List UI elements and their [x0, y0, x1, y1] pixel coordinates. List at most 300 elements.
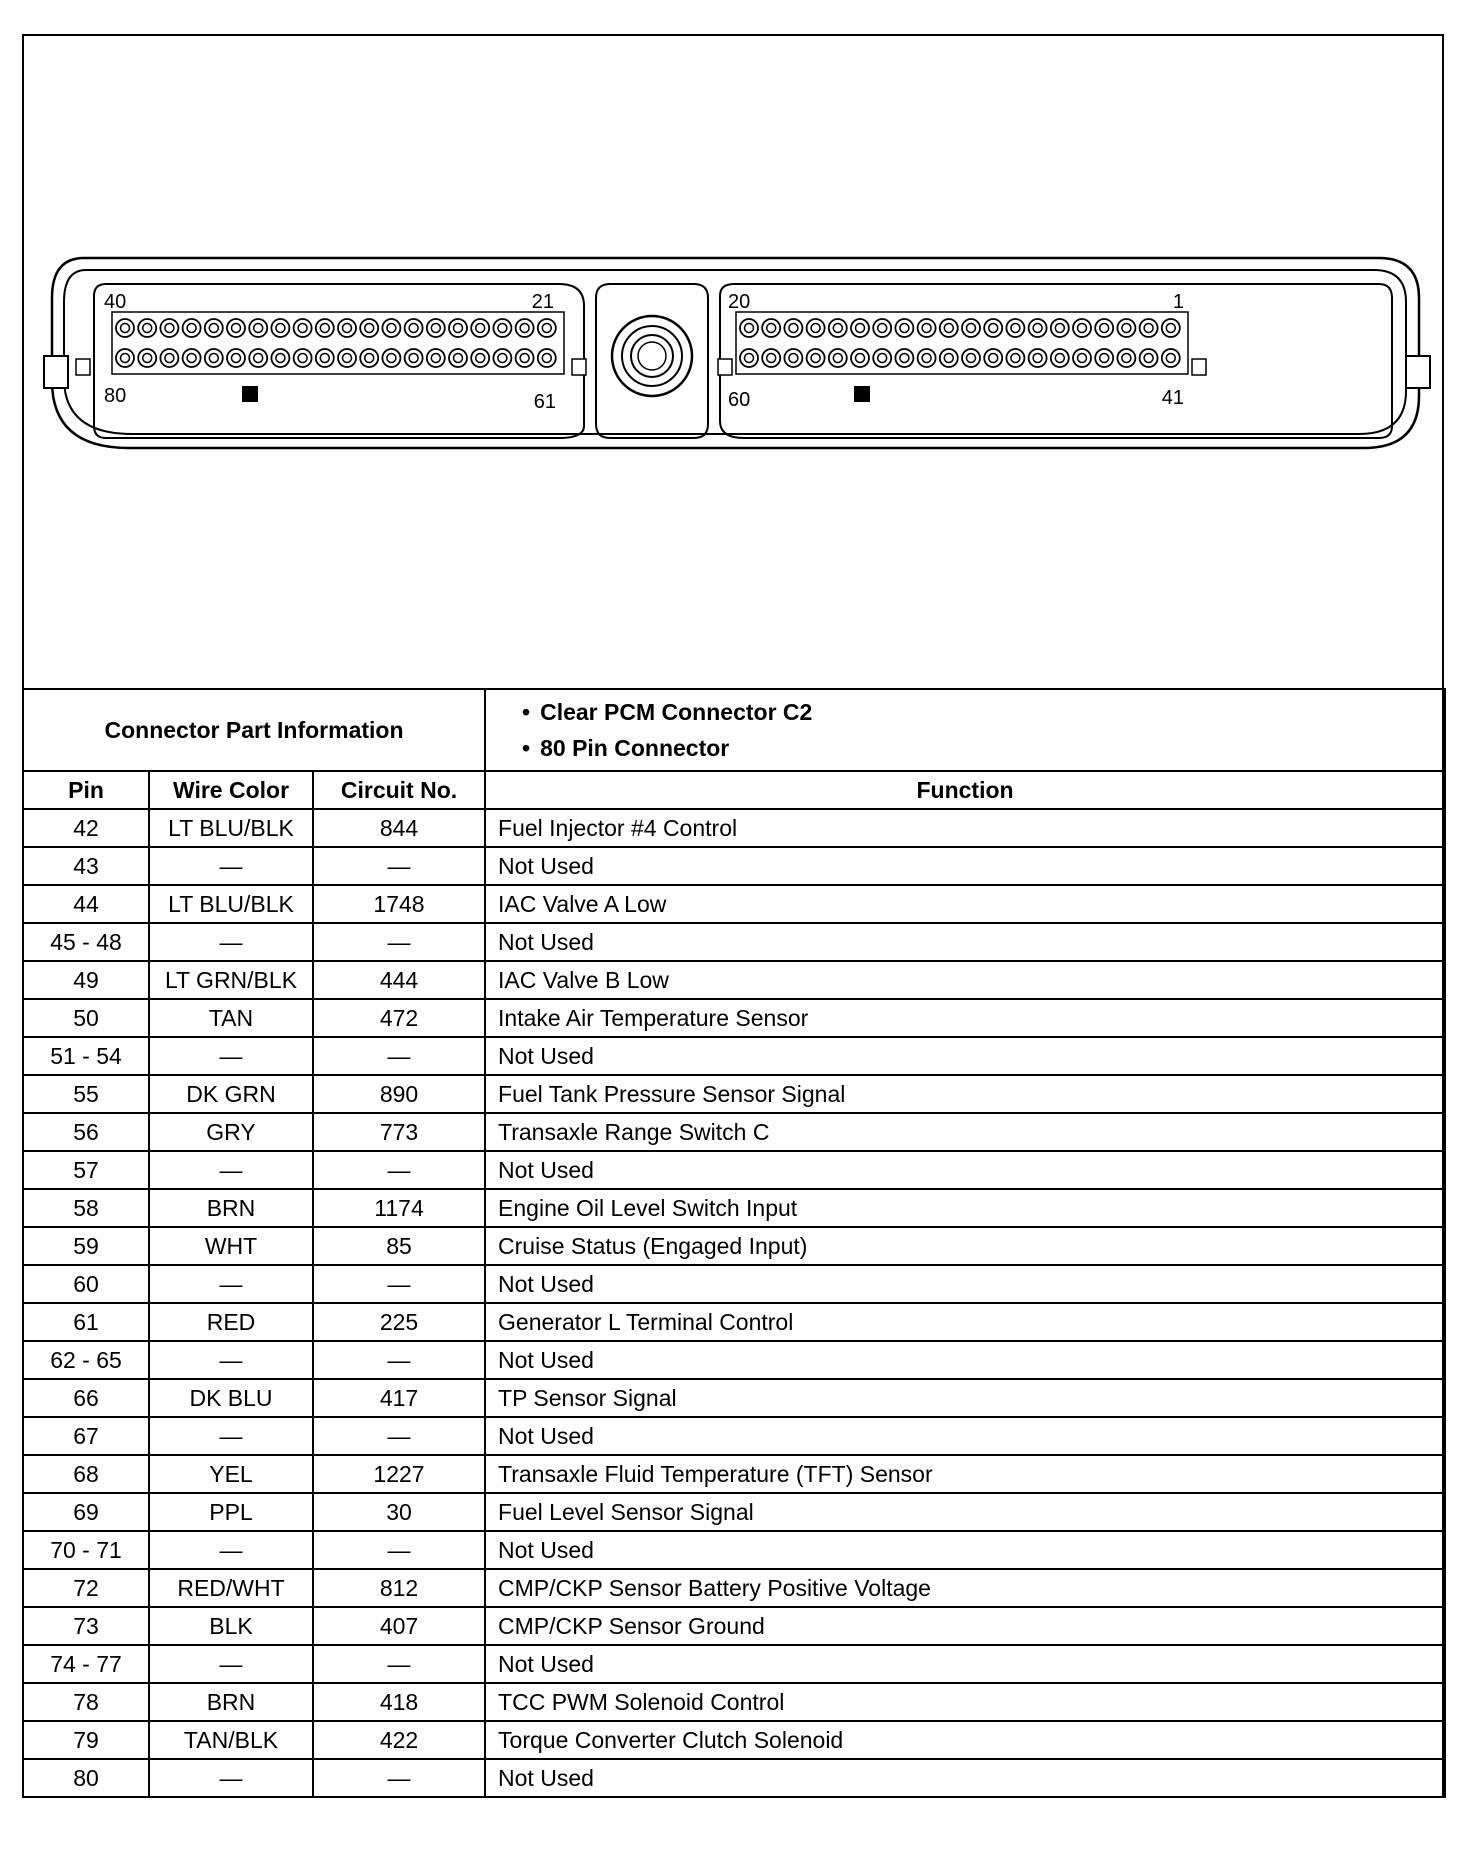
function-cell: Transaxle Fluid Temperature (TFT) Sensor — [485, 1455, 1445, 1493]
pin-socket-hole — [878, 354, 887, 363]
pin-socket-hole — [1122, 354, 1131, 363]
circuit-cell: — — [313, 1417, 485, 1455]
pin-socket-hole — [320, 354, 329, 363]
pin-socket-hole — [343, 354, 352, 363]
pin-socket-hole — [409, 354, 418, 363]
wire-color-cell: WHT — [149, 1227, 313, 1265]
pin-socket — [138, 349, 156, 367]
circuit-cell: 773 — [313, 1113, 485, 1151]
circuit-cell: 812 — [313, 1569, 485, 1607]
column-header-circuit: Circuit No. — [313, 771, 485, 809]
connector-diagram — [24, 36, 1442, 688]
function-cell: Intake Air Temperature Sensor — [485, 999, 1445, 1037]
pin-socket-hole — [542, 324, 551, 333]
circuit-cell: 890 — [313, 1075, 485, 1113]
pin-socket — [1095, 319, 1113, 337]
pin-socket — [316, 349, 334, 367]
wire-color-cell: RED — [149, 1303, 313, 1341]
circuit-cell: — — [313, 1531, 485, 1569]
pin-socket — [205, 319, 223, 337]
pin-socket — [984, 319, 1002, 337]
table-row — [23, 1227, 1445, 1265]
pin-socket-hole — [1033, 354, 1042, 363]
function-cell: IAC Valve B Low — [485, 961, 1445, 999]
wire-color-cell: BRN — [149, 1189, 313, 1227]
pin-socket — [1117, 349, 1135, 367]
pin-socket-hole — [922, 324, 931, 333]
pin-cell: 69 — [23, 1493, 149, 1531]
table-row — [23, 1417, 1445, 1455]
pin-socket — [962, 349, 980, 367]
pin-socket-hole — [431, 354, 440, 363]
table-row — [23, 1455, 1445, 1493]
function-cell: CMP/CKP Sensor Ground — [485, 1607, 1445, 1645]
function-cell: Not Used — [485, 1417, 1445, 1455]
pin-socket — [1140, 319, 1158, 337]
pin-socket-hole — [520, 354, 529, 363]
pin-cell: 57 — [23, 1151, 149, 1189]
wire-color-cell: — — [149, 847, 313, 885]
pin-socket-hole — [745, 354, 754, 363]
pin-socket — [516, 319, 534, 337]
pin-socket — [895, 319, 913, 337]
connector-info-cell — [485, 689, 1445, 771]
pin-socket-hole — [1011, 354, 1020, 363]
pin-cell: 51 - 54 — [23, 1037, 149, 1075]
pin-socket — [940, 319, 958, 337]
pin-socket-hole — [143, 324, 152, 333]
pin-socket — [538, 319, 556, 337]
wire-color-cell: — — [149, 1645, 313, 1683]
function-cell: CMP/CKP Sensor Battery Positive Voltage — [485, 1569, 1445, 1607]
circuit-cell: — — [313, 1759, 485, 1797]
circuit-cell: 30 — [313, 1493, 485, 1531]
wire-color-cell: PPL — [149, 1493, 313, 1531]
connector-info-bullet: • 80 Pin Connector — [522, 730, 1444, 766]
table-row — [23, 1303, 1445, 1341]
pin-socket — [271, 319, 289, 337]
pin-socket-hole — [811, 354, 820, 363]
circuit-cell: 407 — [313, 1607, 485, 1645]
column-header-wire-color: Wire Color — [149, 771, 313, 809]
pin-socket-hole — [1144, 324, 1153, 333]
function-cell: TCC PWM Solenoid Control — [485, 1683, 1445, 1721]
table-row — [23, 999, 1445, 1037]
pin-socket-hole — [387, 324, 396, 333]
pin-socket-hole — [209, 354, 218, 363]
wire-color-cell: DK GRN — [149, 1075, 313, 1113]
wire-color-cell: LT BLU/BLK — [149, 885, 313, 923]
circuit-cell: 444 — [313, 961, 485, 999]
function-cell: Not Used — [485, 1265, 1445, 1303]
circuit-cell: 472 — [313, 999, 485, 1037]
function-cell: Not Used — [485, 1037, 1445, 1075]
pin-socket — [449, 319, 467, 337]
pin-cell: 61 — [23, 1303, 149, 1341]
pin-socket — [249, 319, 267, 337]
function-cell: Not Used — [485, 1341, 1445, 1379]
circuit-cell: — — [313, 1265, 485, 1303]
pin-socket — [183, 319, 201, 337]
pin-socket — [1029, 349, 1047, 367]
pin-socket-hole — [1166, 354, 1175, 363]
pin-socket — [493, 319, 511, 337]
pin-socket-hole — [767, 354, 776, 363]
pin-socket — [1140, 349, 1158, 367]
pin-socket — [338, 319, 356, 337]
wire-color-cell: TAN/BLK — [149, 1721, 313, 1759]
pin-socket — [160, 349, 178, 367]
function-cell: Generator L Terminal Control — [485, 1303, 1445, 1341]
pin-cell: 50 — [23, 999, 149, 1037]
pin-socket-hole — [454, 354, 463, 363]
pin-socket — [405, 349, 423, 367]
table-row — [23, 885, 1445, 923]
pin-socket-hole — [276, 354, 285, 363]
pin-socket — [1073, 319, 1091, 337]
table-row — [23, 1075, 1445, 1113]
pin-socket-hole — [254, 354, 263, 363]
table-row — [23, 1531, 1445, 1569]
pin-label-60: 60 — [728, 389, 751, 411]
left-pin-grid — [116, 319, 556, 367]
table-row — [23, 1037, 1445, 1075]
right-outer-notch — [1192, 359, 1206, 375]
pin-socket-hole — [922, 354, 931, 363]
pin-socket-hole — [365, 354, 374, 363]
function-cell: Fuel Tank Pressure Sensor Signal — [485, 1075, 1445, 1113]
pin-label-40: 40 — [104, 291, 127, 313]
function-cell: Transaxle Range Switch C — [485, 1113, 1445, 1151]
pin-socket-hole — [833, 354, 842, 363]
pin-socket — [427, 319, 445, 337]
pin-socket-hole — [789, 354, 798, 363]
pin-label-1: 1 — [1172, 291, 1184, 313]
wire-color-cell: TAN — [149, 999, 313, 1037]
connector-info-row — [23, 689, 1445, 771]
pin-socket-hole — [789, 324, 798, 333]
pin-cell: 58 — [23, 1189, 149, 1227]
pin-socket-hole — [1033, 324, 1042, 333]
table-row — [23, 1151, 1445, 1189]
wire-color-cell: RED/WHT — [149, 1569, 313, 1607]
pin-socket-hole — [989, 324, 998, 333]
pin-socket-hole — [1166, 324, 1175, 333]
table-row — [23, 1721, 1445, 1759]
pin-socket-hole — [967, 354, 976, 363]
circuit-cell: — — [313, 1037, 485, 1075]
wire-color-cell: — — [149, 1265, 313, 1303]
pin-socket-hole — [900, 354, 909, 363]
wire-color-cell: DK BLU — [149, 1379, 313, 1417]
table-row — [23, 923, 1445, 961]
table-row — [23, 1379, 1445, 1417]
pin-socket — [940, 349, 958, 367]
function-cell: Fuel Level Sensor Signal — [485, 1493, 1445, 1531]
circuit-cell: — — [313, 923, 485, 961]
pin-socket — [851, 319, 869, 337]
circuit-cell: 844 — [313, 809, 485, 847]
pin-cell: 68 — [23, 1455, 149, 1493]
function-cell: Not Used — [485, 847, 1445, 885]
table-row — [23, 1493, 1445, 1531]
pin-socket — [227, 319, 245, 337]
circuit-cell: 417 — [313, 1379, 485, 1417]
left-outer-notch — [76, 359, 90, 375]
wire-color-cell: — — [149, 1759, 313, 1797]
pin-socket-hole — [409, 324, 418, 333]
pin-cell: 44 — [23, 885, 149, 923]
pin-socket — [962, 319, 980, 337]
function-cell: Fuel Injector #4 Control — [485, 809, 1445, 847]
pin-socket — [294, 349, 312, 367]
pin-socket — [1073, 349, 1091, 367]
pin-socket-hole — [143, 354, 152, 363]
pin-socket-hole — [431, 324, 440, 333]
connector-info-bullet: • Clear PCM Connector C2 — [522, 694, 1444, 730]
pin-socket-hole — [298, 354, 307, 363]
pin-socket — [1117, 319, 1135, 337]
pin-socket — [449, 349, 467, 367]
function-cell: Not Used — [485, 923, 1445, 961]
table-row — [23, 809, 1445, 847]
pin-socket — [271, 349, 289, 367]
circuit-cell: — — [313, 1341, 485, 1379]
pin-cell: 43 — [23, 847, 149, 885]
pin-socket-hole — [232, 354, 241, 363]
pin-socket-hole — [900, 324, 909, 333]
pin-socket-hole — [1100, 324, 1109, 333]
pin-socket-hole — [1011, 324, 1020, 333]
pin-socket — [294, 319, 312, 337]
wire-color-cell: LT GRN/BLK — [149, 961, 313, 999]
table-row — [23, 1113, 1445, 1151]
table-row — [23, 1341, 1445, 1379]
pin-socket-hole — [187, 324, 196, 333]
pin-socket-hole — [387, 354, 396, 363]
column-header-row — [23, 771, 1445, 809]
pin-cell: 66 — [23, 1379, 149, 1417]
pin-socket-hole — [1100, 354, 1109, 363]
function-cell: Torque Converter Clutch Solenoid — [485, 1721, 1445, 1759]
pin-socket — [116, 319, 134, 337]
pin-cell: 67 — [23, 1417, 149, 1455]
left-inner-notch — [572, 359, 586, 375]
pin-socket — [183, 349, 201, 367]
pin-socket — [740, 349, 758, 367]
circuit-cell: 1748 — [313, 885, 485, 923]
pin-socket-hole — [254, 324, 263, 333]
right-key-marker — [854, 386, 870, 402]
pin-cell: 56 — [23, 1113, 149, 1151]
wire-color-cell: — — [149, 1417, 313, 1455]
column-header-function: Function — [485, 771, 1445, 809]
pin-socket — [918, 349, 936, 367]
pin-cell: 72 — [23, 1569, 149, 1607]
pin-socket — [1162, 349, 1180, 367]
pin-cell: 60 — [23, 1265, 149, 1303]
circuit-cell: 1174 — [313, 1189, 485, 1227]
pin-cell: 73 — [23, 1607, 149, 1645]
pin-cell: 78 — [23, 1683, 149, 1721]
pin-cell: 80 — [23, 1759, 149, 1797]
pin-socket — [873, 319, 891, 337]
pin-socket — [471, 319, 489, 337]
connector-info-heading: Connector Part Information — [23, 689, 485, 771]
pin-socket — [1051, 349, 1069, 367]
left-latch — [44, 356, 68, 388]
pin-socket — [516, 349, 534, 367]
pin-cell: 74 - 77 — [23, 1645, 149, 1683]
right-pin-grid — [740, 319, 1180, 367]
table-row — [23, 1569, 1445, 1607]
table-row — [23, 1265, 1445, 1303]
pin-socket — [1029, 319, 1047, 337]
pin-socket — [338, 349, 356, 367]
pin-socket-hole — [232, 324, 241, 333]
pin-label-80: 80 — [104, 385, 127, 407]
pin-socket-hole — [542, 354, 551, 363]
function-cell: Not Used — [485, 1759, 1445, 1797]
function-cell: Cruise Status (Engaged Input) — [485, 1227, 1445, 1265]
column-header-pin: Pin — [23, 771, 149, 809]
pin-label-20: 20 — [728, 291, 751, 313]
pin-socket-hole — [856, 354, 865, 363]
table-row — [23, 1759, 1445, 1797]
circuit-cell: — — [313, 847, 485, 885]
function-cell: Not Used — [485, 1645, 1445, 1683]
circuit-cell: 225 — [313, 1303, 485, 1341]
circuit-cell: 422 — [313, 1721, 485, 1759]
table-row — [23, 847, 1445, 885]
pin-socket-hole — [498, 354, 507, 363]
function-cell: Not Used — [485, 1151, 1445, 1189]
pin-label-21: 21 — [531, 291, 554, 313]
pin-socket-hole — [1055, 324, 1064, 333]
pin-socket — [1051, 319, 1069, 337]
wire-color-cell: — — [149, 1151, 313, 1189]
pin-socket-hole — [121, 354, 130, 363]
pin-socket — [784, 349, 802, 367]
wire-color-cell: GRY — [149, 1113, 313, 1151]
pin-cell: 70 - 71 — [23, 1531, 149, 1569]
pin-socket-hole — [276, 324, 285, 333]
pin-socket-hole — [1078, 354, 1087, 363]
pin-socket — [138, 319, 156, 337]
pin-cell: 55 — [23, 1075, 149, 1113]
pin-socket-hole — [989, 354, 998, 363]
pin-socket — [1095, 349, 1113, 367]
pin-socket — [1162, 319, 1180, 337]
pin-socket-hole — [745, 324, 754, 333]
pin-socket — [873, 349, 891, 367]
pin-socket-hole — [1055, 354, 1064, 363]
function-cell: IAC Valve A Low — [485, 885, 1445, 923]
pin-socket-hole — [498, 324, 507, 333]
pin-socket — [807, 319, 825, 337]
pin-socket-hole — [520, 324, 529, 333]
pin-socket-hole — [1122, 324, 1131, 333]
pin-socket-hole — [209, 324, 218, 333]
circuit-cell: 1227 — [313, 1455, 485, 1493]
pin-socket — [205, 349, 223, 367]
pin-socket-hole — [187, 354, 196, 363]
pin-socket-hole — [476, 354, 485, 363]
table-row — [23, 961, 1445, 999]
pin-label-61: 61 — [533, 391, 556, 413]
circuit-cell: — — [313, 1151, 485, 1189]
wire-color-cell: BRN — [149, 1683, 313, 1721]
pin-label-41: 41 — [1161, 387, 1184, 409]
table-row — [23, 1607, 1445, 1645]
right-latch — [1406, 356, 1430, 388]
pin-socket-hole — [856, 324, 865, 333]
connector-face — [24, 36, 1442, 688]
pin-socket-hole — [320, 324, 329, 333]
wire-color-cell: BLK — [149, 1607, 313, 1645]
pin-socket-hole — [454, 324, 463, 333]
pin-socket — [740, 319, 758, 337]
wire-color-cell: — — [149, 1341, 313, 1379]
pin-socket — [471, 349, 489, 367]
pin-socket-hole — [365, 324, 374, 333]
wire-color-cell: — — [149, 923, 313, 961]
pin-cell: 59 — [23, 1227, 149, 1265]
pin-socket — [360, 349, 378, 367]
pin-socket — [116, 349, 134, 367]
connector-pin-table — [22, 688, 1446, 1798]
pin-socket-hole — [944, 354, 953, 363]
pin-socket — [382, 319, 400, 337]
pin-cell: 45 - 48 — [23, 923, 149, 961]
pin-cell: 62 - 65 — [23, 1341, 149, 1379]
wire-color-cell: — — [149, 1531, 313, 1569]
pin-socket-hole — [967, 324, 976, 333]
pin-socket — [360, 319, 378, 337]
pin-socket-hole — [944, 324, 953, 333]
pin-socket — [784, 319, 802, 337]
center-socket-core — [638, 342, 666, 370]
pin-socket — [807, 349, 825, 367]
function-cell: Not Used — [485, 1531, 1445, 1569]
circuit-cell: 418 — [313, 1683, 485, 1721]
pin-socket — [829, 319, 847, 337]
center-socket-outer — [612, 316, 692, 396]
pin-socket-hole — [1144, 354, 1153, 363]
pin-socket — [762, 319, 780, 337]
circuit-cell: — — [313, 1645, 485, 1683]
pin-socket-hole — [767, 324, 776, 333]
pin-socket — [538, 349, 556, 367]
pin-socket — [984, 349, 1002, 367]
table-row — [23, 1683, 1445, 1721]
left-key-marker — [242, 386, 258, 402]
pin-socket — [762, 349, 780, 367]
pin-socket-hole — [811, 324, 820, 333]
pin-socket — [316, 319, 334, 337]
pin-socket — [1006, 349, 1024, 367]
pin-cell: 49 — [23, 961, 149, 999]
pin-socket — [895, 349, 913, 367]
circuit-cell: 85 — [313, 1227, 485, 1265]
right-inner-notch — [718, 359, 732, 375]
pin-socket — [918, 319, 936, 337]
pin-cell: 79 — [23, 1721, 149, 1759]
pin-socket — [227, 349, 245, 367]
pin-socket — [427, 349, 445, 367]
pin-socket-hole — [165, 354, 174, 363]
table-row — [23, 1189, 1445, 1227]
